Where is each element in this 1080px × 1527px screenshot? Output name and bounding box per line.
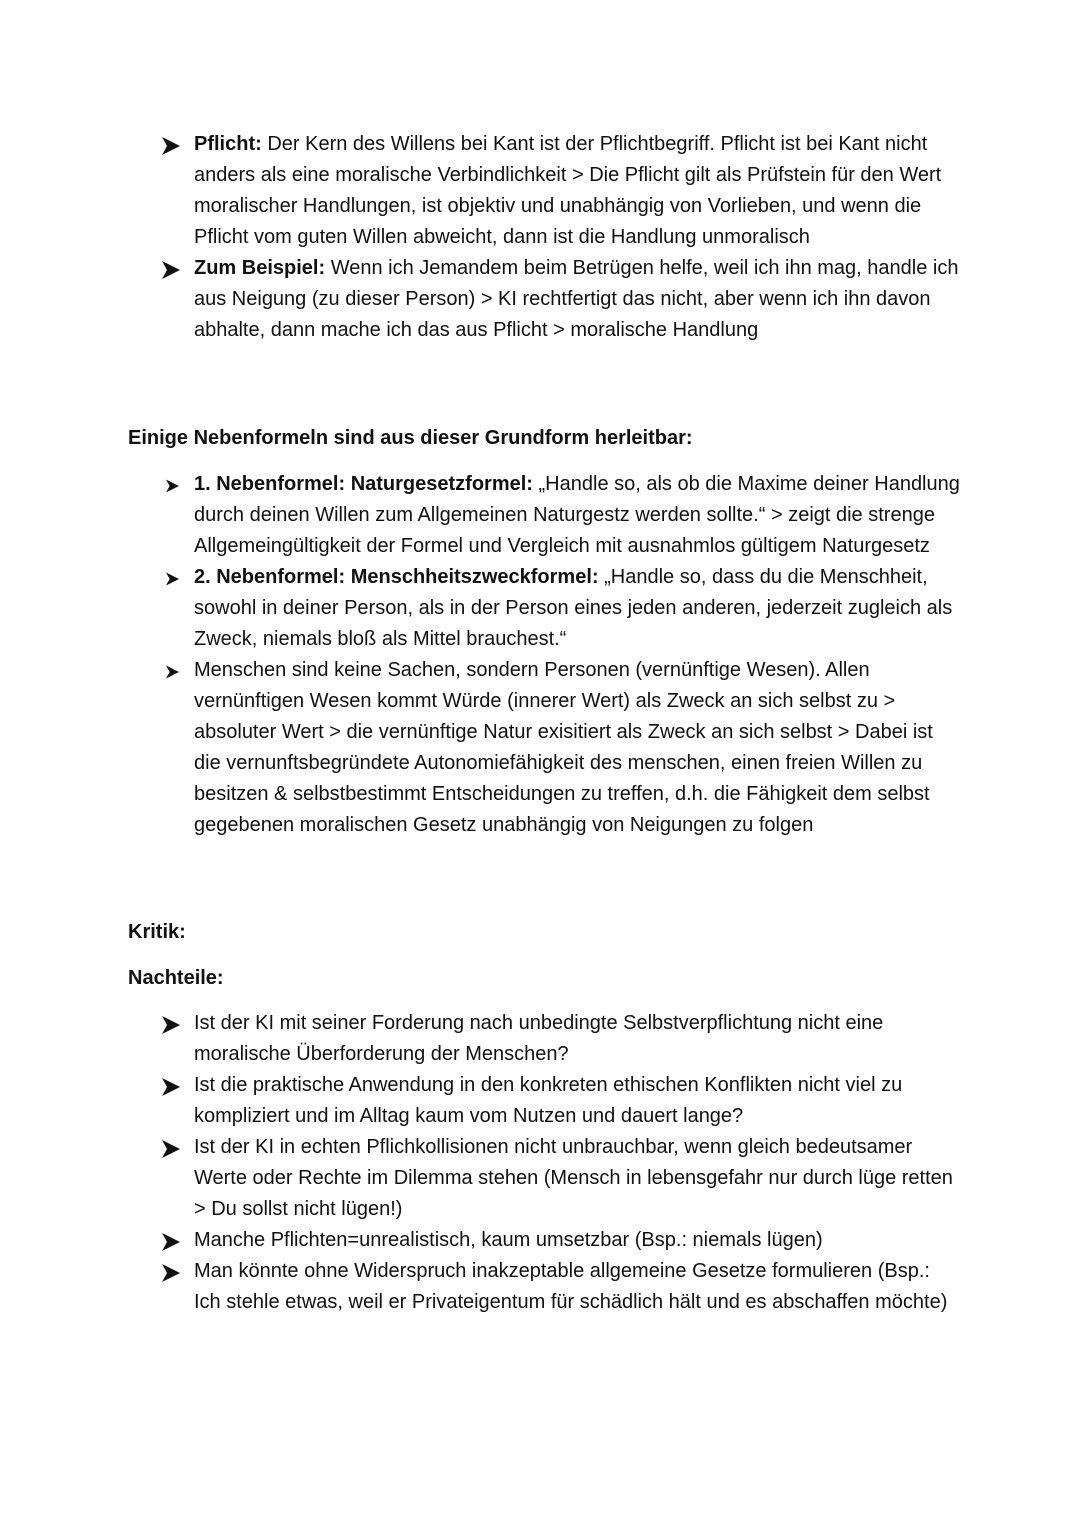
list-item [0, 469, 1080, 562]
nachteile-list [0, 1008, 1080, 1318]
arrowhead-bullet-icon [162, 261, 180, 279]
list-item [0, 655, 1080, 841]
item-text: Menschen sind keine Sachen, sondern Personen (vernünftige Wesen). Allen vernünftigen Wesen kommt Würde (innerer Wert) als Zweck an sich selbst zu > absoluter Wert > die vernünftige Natur exisitiert als Zweck an sich selbst > Dabei ist die vernunftsbegründete Autonomiefähigkeit des menschen, einen freien Willen zu besitzen & selbstbestimmt Entscheidungen zu treffen, d.h. die Fähigkeit dem selbst gegebenen moralischen Gesetz unabhängig von Neigungen zu folgen [194, 659, 933, 836]
section-heading-nachteile: Nachteile: [128, 967, 224, 989]
section-heading-kritik: Kritik: [128, 921, 186, 943]
list-item [0, 1132, 1080, 1225]
item-text: Man könnte ohne Widerspruch inakzeptable allgemeine Gesetze formulieren (Bsp.: Ich stehle etwas, weil er Privateigentum für schädlich hält und es abschaffen möchte) [194, 1260, 948, 1313]
nebenformeln-list [0, 469, 1080, 841]
item-text: „Handle so, als ob die Maxime deiner Handlung durch deinen Willen zum Allgemeinen Naturgestz werden sollte.“ > zeigt die strenge Allgemeingültigkeit der Formel und Vergleich mit ausnahmlos gültigem Naturgesetz [194, 473, 960, 557]
arrowhead-bullet-icon [162, 1140, 180, 1158]
section-heading-nebenformeln: Einige Nebenformeln sind aus dieser Grundform herleitbar: [128, 427, 693, 449]
arrowhead-bullet-icon [162, 1264, 180, 1282]
term-label: 1. Nebenformel: Naturgesetzformel: [194, 473, 533, 495]
arrowhead-bullet-icon [166, 665, 179, 679]
arrowhead-bullet-icon [162, 1233, 180, 1251]
item-text: Manche Pflichten=unrealistisch, kaum umsetzbar (Bsp.: niemals lügen) [194, 1229, 823, 1251]
term-label: Pflicht: [194, 133, 262, 155]
arrowhead-bullet-icon [166, 479, 179, 493]
list-item [0, 1225, 1080, 1256]
list-item [0, 253, 1080, 346]
list-item [0, 1070, 1080, 1132]
arrowhead-bullet-icon [162, 1078, 180, 1096]
term-label: Zum Beispiel: [194, 257, 326, 279]
item-text: Wenn ich Jemandem beim Betrügen helfe, weil ich ihn mag, handle ich aus Neigung (zu dieser Person) > KI rechtfertigt das nicht, aber wenn ich ihn davon abhalte, dann mache ich das aus Pflicht > moralische Handlung [194, 257, 959, 341]
arrowhead-bullet-icon [166, 572, 179, 586]
arrowhead-bullet-icon [162, 1016, 180, 1034]
item-text: Ist der KI in echten Pflichkollisionen nicht unbrauchbar, wenn gleich bedeutsamer Werte oder Rechte im Dilemma stehen (Mensch in lebensgefahr nur durch lüge retten > Du sollst nicht lügen!) [194, 1136, 953, 1220]
arrowhead-bullet-icon [162, 137, 180, 155]
item-text: Ist die praktische Anwendung in den konkreten ethischen Konflikten nicht viel zu kompliziert und im Alltag kaum vom Nutzen und dauert lange? [194, 1074, 903, 1127]
list-item [0, 1008, 1080, 1070]
list-item [0, 562, 1080, 655]
pflicht-list [0, 129, 1080, 346]
item-text: Ist der KI mit seiner Forderung nach unbedingte Selbstverpflichtung nicht eine moralische Überforderung der Menschen? [194, 1012, 884, 1065]
list-item [0, 129, 1080, 253]
item-text: Der Kern des Willens bei Kant ist der Pflichtbegriff. Pflicht ist bei Kant nicht anders als eine moralische Verbindlichkeit > Die Pflicht gilt als Prüfstein für den Wert moralischer Handlungen, ist objektiv und unabhängig von Vorlieben, und wenn die Pflicht vom guten Willen abweicht, dann ist die Handlung unmoralisch [194, 133, 942, 248]
list-item [0, 1256, 1080, 1318]
item-text: „Handle so, dass du die Menschheit, sowohl in deiner Person, als in der Person eines jeden anderen, jederzeit zugleich als Zweck, niemals bloß als Mittel brauchest.“ [194, 566, 953, 650]
term-label: 2. Nebenformel: Menschheitszweckformel: [194, 566, 599, 588]
